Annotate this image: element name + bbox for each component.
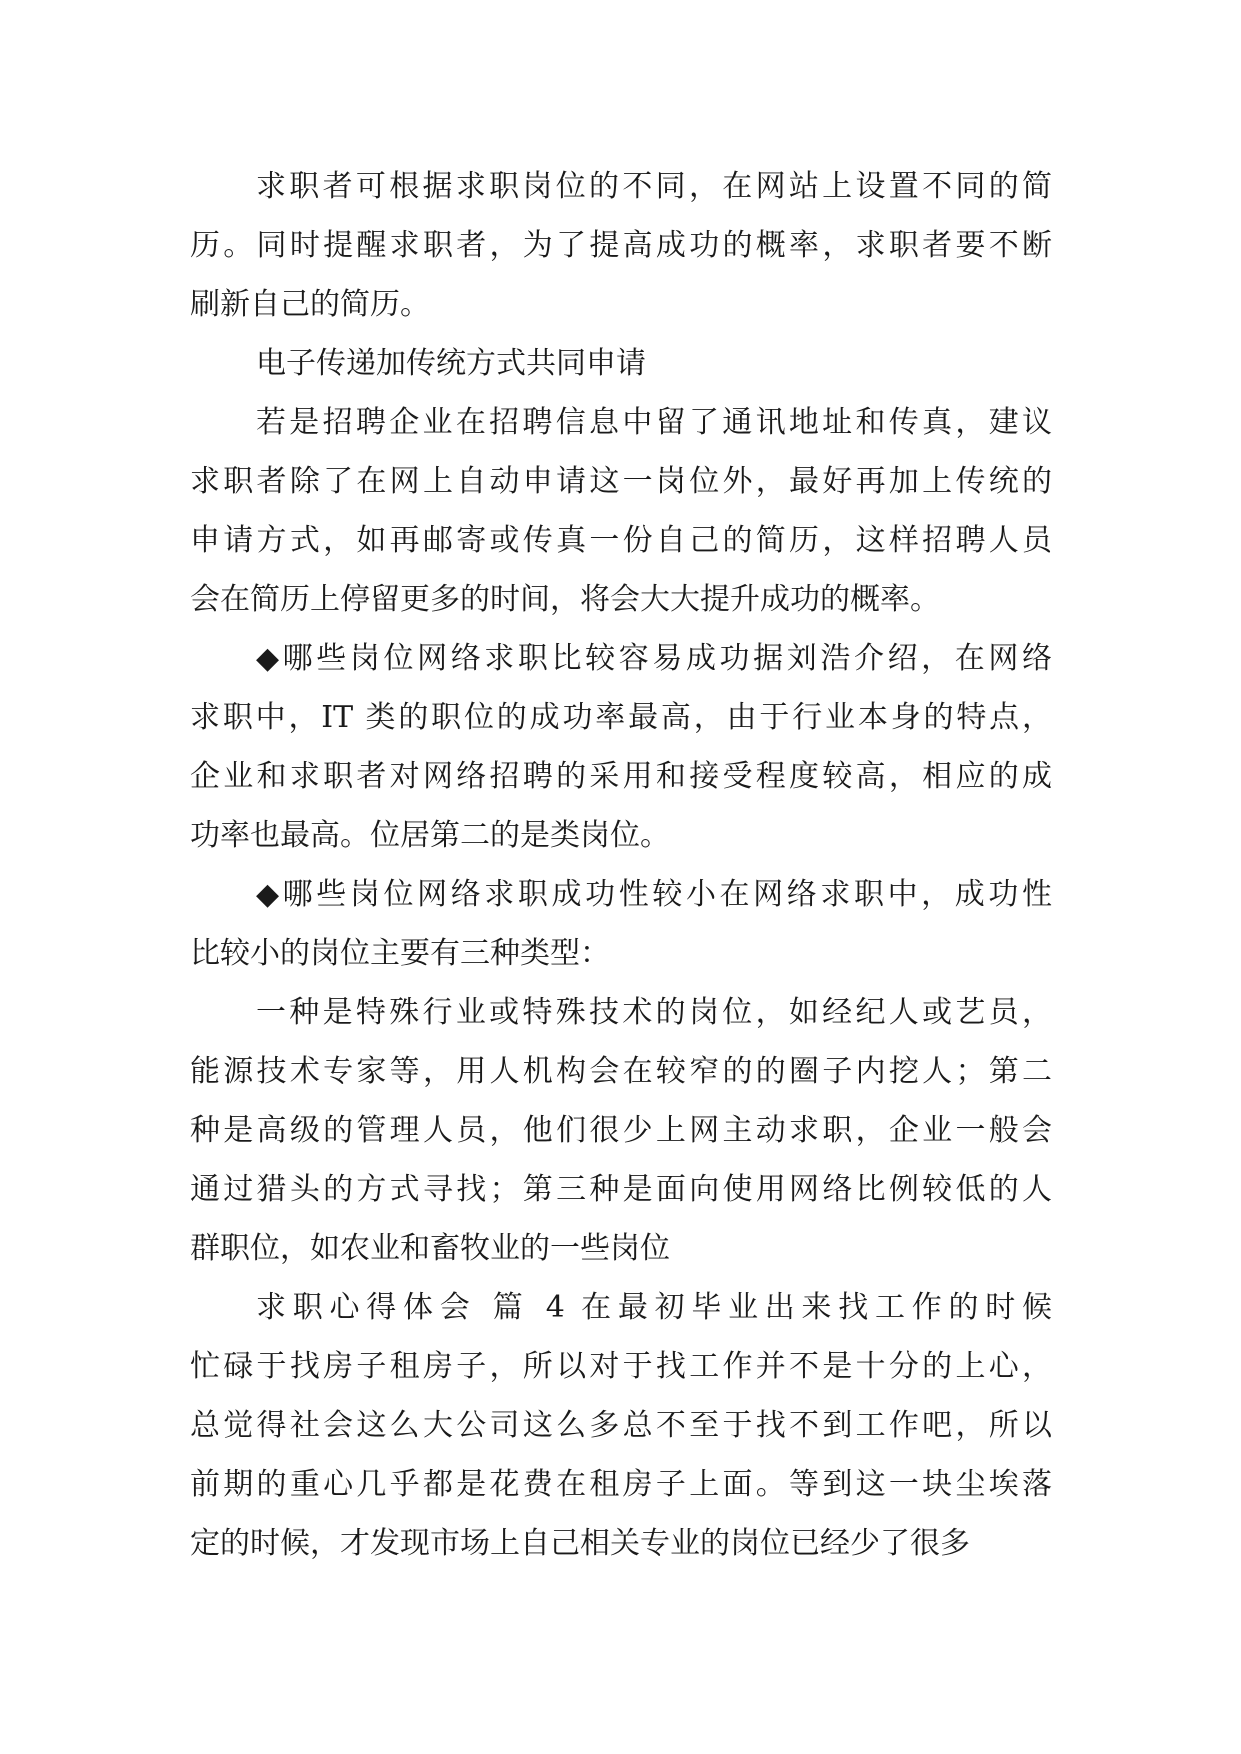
text-line: 会在简历上停留更多的时间，将会大大提升成功的概率。 (190, 582, 940, 617)
text-line: 能源技术专家等，用人机构会在较窄的的圈子内挖人；第二 (190, 1054, 1052, 1089)
text-line: 若是招聘企业在招聘信息中留了通讯地址和传真，建议 (256, 405, 1052, 440)
text-line: ◆哪些岗位网络求职比较容易成功据刘浩介绍，在网络 (256, 641, 1052, 676)
text-line: ◆哪些岗位网络求职成功性较小在网络求职中，成功性 (256, 877, 1052, 912)
text-line: 种是高级的管理人员，他们很少上网主动求职，企业一般会 (190, 1113, 1052, 1148)
text-line: 定的时候，才发现市场上自己相关专业的岗位已经少了很多 (190, 1526, 970, 1561)
text-line: 电子传递加传统方式共同申请 (256, 346, 646, 381)
text-line: 一种是特殊行业或特殊技术的岗位，如经纪人或艺员， (256, 995, 1052, 1030)
text-line: 申请方式，如再邮寄或传真一份自己的简历，这样招聘人员 (190, 523, 1052, 558)
text-line: 通过猎头的方式寻找；第三种是面向使用网络比例较低的人 (190, 1172, 1052, 1207)
text-line: 求职者除了在网上自动申请这一岗位外，最好再加上传统的 (190, 464, 1052, 499)
text-line: 群职位，如农业和畜牧业的一些岗位 (190, 1231, 670, 1266)
text-line: 功率也最高。位居第二的是类岗位。 (190, 818, 670, 853)
text-line: 求职中，IT 类的职位的成功率最高，由于行业本身的特点， (190, 700, 1052, 735)
text-line: 忙碌于找房子租房子，所以对于找工作并不是十分的上心， (190, 1349, 1052, 1384)
text-line: 企业和求职者对网络招聘的采用和接受程度较高，相应的成 (190, 759, 1052, 794)
document-body (190, 157, 1052, 1573)
text-line: 求职者可根据求职岗位的不同，在网站上设置不同的简 (256, 169, 1052, 204)
text-line: 比较小的岗位主要有三种类型： (190, 936, 610, 971)
text-line: 刷新自己的简历。 (190, 287, 430, 322)
text-line: 历。同时提醒求职者，为了提高成功的概率，求职者要不断 (190, 228, 1052, 263)
text-line: 求职心得体会 篇 4 在最初毕业出来找工作的时候 (256, 1290, 1052, 1325)
text-line: 前期的重心几乎都是花费在租房子上面。等到这一块尘埃落 (190, 1467, 1052, 1502)
text-line: 总觉得社会这么大公司这么多总不至于找不到工作吧，所以 (190, 1408, 1052, 1443)
